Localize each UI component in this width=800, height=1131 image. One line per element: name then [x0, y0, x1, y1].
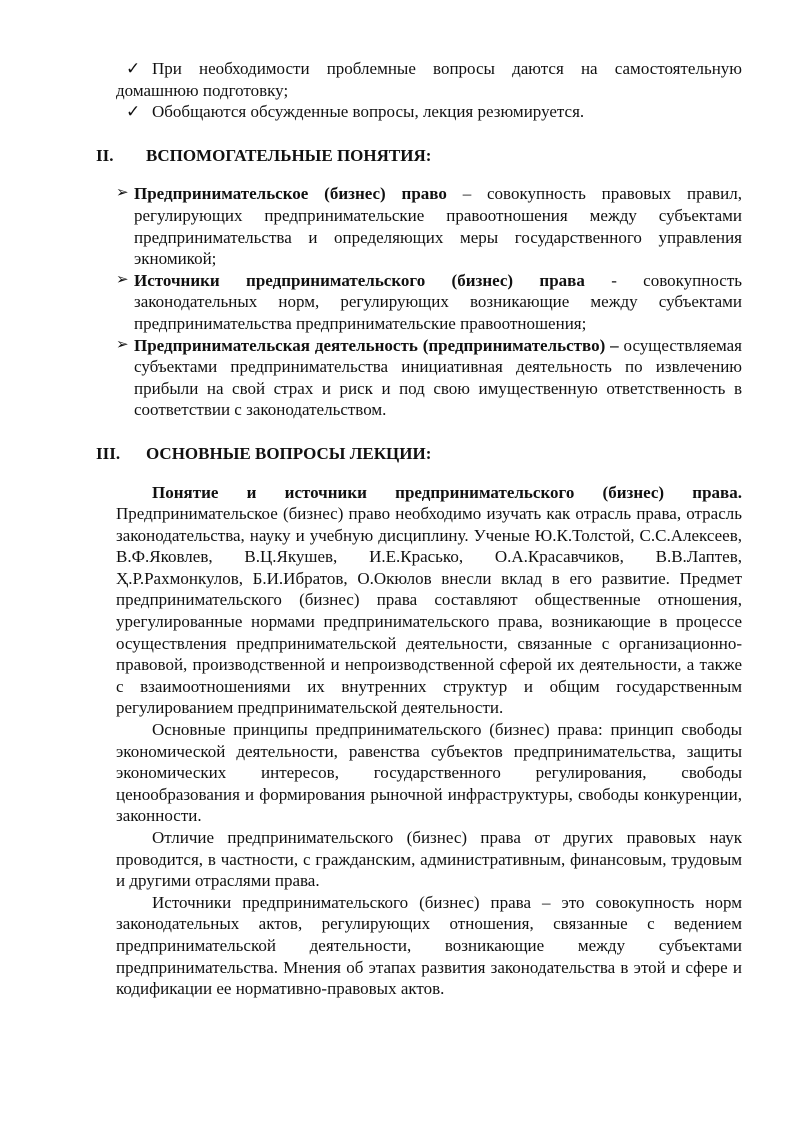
page-content	[96, 58, 743, 1000]
intro-item-1	[116, 58, 742, 101]
definition-text: – совокупность правовых правил, регулирующих предпринимательские правоотношения между субъектами предпринимательства и определяющих меры государственного управления экномикой;	[134, 184, 742, 269]
section-title: ОСНОВНЫЕ ВОПРОСЫ ЛЕКЦИИ:	[146, 443, 432, 463]
paragraph-sources: Источники предпринимательского (бизнес) права – это совокупность норм законодательных актов, регулирующих отношения, связанные с ведением предпринимательской деятельности, возникающие между субъектами предпринимательства. Мнения об этапах развития законодательства в этой и сфере и кодификации ее нормативно-правовых актов.	[116, 892, 742, 999]
definition-item	[116, 335, 742, 421]
arrow-bullet-icon: ➢	[116, 336, 129, 353]
section-title: ВСПОМОГАТЕЛЬНЫЕ ПОНЯТИЯ:	[146, 145, 432, 165]
intro-item-text: Обобщаются обсужденные вопросы, лекция резюмируется.	[152, 102, 585, 122]
arrow-bullet-icon: ➢	[116, 271, 129, 288]
checkmark-icon: ✓	[126, 102, 141, 122]
paragraph-principles: Основные принципы предпринимательского (бизнес) права: принцип свободы экономической деятельности, равенства субъектов предпринимательства, защиты экономических интересов, государственного регулирования, свободы ценообразования и формирования рыночной инфраструктуры, свободы конкуренции, законности.	[116, 720, 742, 826]
paragraph-distinction: Отличие предпринимательского (бизнес) права от других правовых наук проводится, в частности, с гражданским, административным, финансовым, трудовым и другими отраслями права.	[116, 828, 742, 891]
intro-item-text: При необходимости проблемные вопросы даются на самостоятельную домашнюю подготовку;	[116, 59, 742, 100]
section-number: III.	[96, 443, 121, 463]
definition-item	[116, 270, 742, 335]
definition-term: Предпринимательское (бизнес) право	[134, 184, 447, 204]
section-heading-2	[96, 145, 742, 167]
definition-text: - совокупность законодательных норм, регулирующих возникающие между субъектами предпринимательства предпринимательские правоотношения;	[134, 270, 743, 333]
intro-item-2	[116, 101, 742, 123]
checkmark-icon: ✓	[126, 59, 141, 78]
arrow-bullet-icon: ➢	[116, 185, 129, 202]
section-heading-3	[96, 443, 742, 465]
definition-term: Источники предпринимательского (бизнес) права	[134, 270, 585, 290]
section-number: II.	[96, 145, 114, 165]
lead-paragraph	[116, 482, 742, 720]
definition-text: осуществляемая субъектами предпринимательства инициативная деятельность по извлечению прибыли на свой страх и риск и под свою имущественную ответственность в соответствии с законодательством.	[134, 335, 742, 420]
lead-paragraph-text: Предпринимательское (бизнес) право необходимо изучать как отрасль права, отрасль законодательства, науку и учебную дисциплину. Ученые Ю.К.Толстой, С.С.Алексеев, В.Ф.Яковлев, В.Ц.Якушев, И.Е.Красько, О.А.Красавчиков, В.В.Лаптев, Ҳ.Р.Рахмонкулов, Б.И.Ибратов, О.Окюлов внесли вклад в его развитие. Предмет предпринимательского (бизнес) права составляют общественные отношения, урегулированные нормами предпринимательского права, возникающие в процессе осуществления предпринимательской деятельности, связанные с организационно-правовой, производственной и непроизводственной сферой их деятельности, а также с взаимоотношениями их внутренних структур и общим государственным регулированием предпринимательской деятельности.	[116, 504, 742, 718]
definition-item	[116, 183, 742, 269]
definition-term: Предпринимательская деятельность (предпринимательство) –	[134, 335, 619, 355]
lead-paragraph-title: Понятие и источники предпринимательского (бизнес) права.	[152, 482, 742, 502]
definitions-list	[116, 183, 742, 421]
